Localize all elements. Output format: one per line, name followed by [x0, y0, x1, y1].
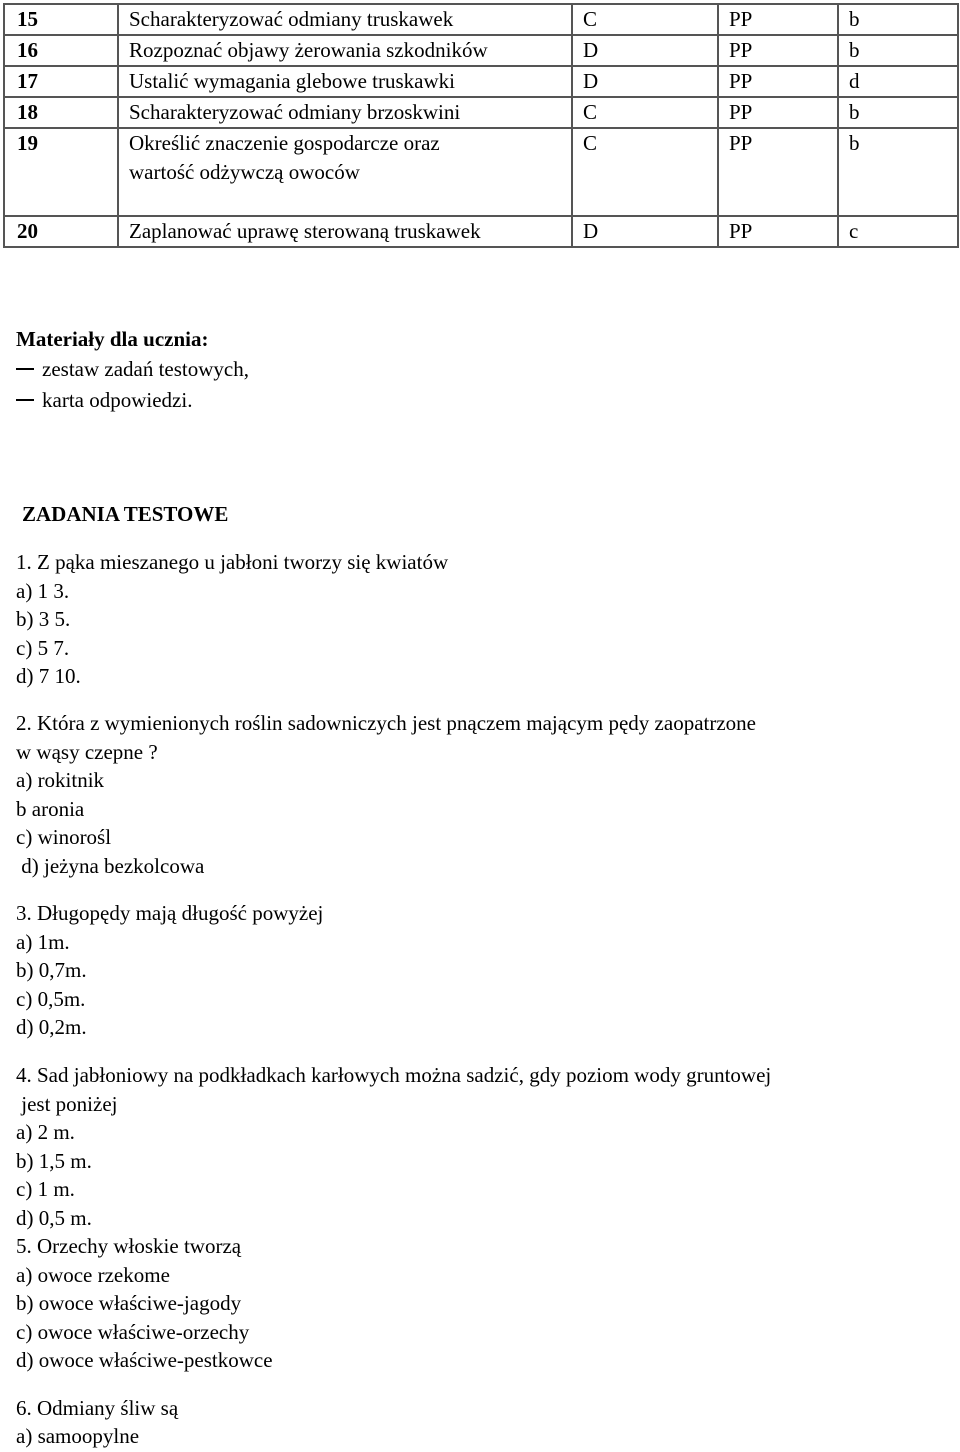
row-task-line: Określić znaczenie gospodarcze oraz [129, 131, 440, 155]
option: c) 5 7. [16, 636, 70, 660]
materials-title: Materiały dla ucznia: [16, 327, 209, 351]
table-row [4, 128, 958, 216]
row-number: 20 [4, 216, 118, 247]
table-row [4, 35, 958, 66]
question-1: 1. Z pąka mieszanego u jabłoni tworzy się kwiatów [16, 550, 449, 574]
row-category: C [572, 97, 718, 128]
option: d) jeżyna bezkolcowa [16, 854, 205, 878]
row-task [118, 128, 572, 216]
row-task-line: wartość odżywczą owoców [129, 160, 360, 184]
row-number: 16 [4, 35, 118, 66]
row-number: 18 [4, 97, 118, 128]
row-category: D [572, 35, 718, 66]
tests-title: ZADANIA TESTOWE [22, 502, 229, 526]
row-level: PP [718, 128, 838, 216]
option: b) 0,7m. [16, 958, 87, 982]
option: d) 0,2m. [16, 1015, 87, 1039]
option: b) 1,5 m. [16, 1149, 92, 1173]
materials-item [16, 386, 192, 414]
question-4-line: 4. Sad jabłoniowy na podkładkach karłowych można sadzić, gdy poziom wody gruntowej [16, 1063, 772, 1087]
row-task: Rozpoznać objawy żerowania szkodników [118, 35, 572, 66]
option: b) owoce właściwe-jagody [16, 1291, 242, 1315]
row-level: PP [718, 35, 838, 66]
option: b aronia [16, 797, 85, 821]
row-answer: b [838, 35, 958, 66]
option: c) owoce właściwe-orzechy [16, 1320, 250, 1344]
row-number: 15 [4, 4, 118, 35]
option: a) owoce rzekome [16, 1263, 170, 1287]
row-number: 17 [4, 66, 118, 97]
row-answer: b [838, 128, 958, 216]
row-category: D [572, 66, 718, 97]
option: c) 1 m. [16, 1177, 75, 1201]
dash-bullet [16, 399, 34, 401]
materials-item-text: karta odpowiedzi. [42, 388, 193, 412]
question-5: 5. Orzechy włoskie tworzą [16, 1234, 242, 1258]
option: a) 1 3. [16, 579, 70, 603]
row-level: PP [718, 97, 838, 128]
option: b) 3 5. [16, 607, 71, 631]
row-category: C [572, 128, 718, 216]
option: d) 7 10. [16, 664, 81, 688]
option: c) winorośl [16, 825, 112, 849]
materials-item [16, 355, 249, 383]
option: d) owoce właściwe-pestkowce [16, 1348, 273, 1372]
row-task: Scharakteryzować odmiany truskawek [118, 4, 572, 35]
row-answer: d [838, 66, 958, 97]
option: a) rokitnik [16, 768, 105, 792]
table-row [4, 66, 958, 97]
option: c) 0,5m. [16, 987, 86, 1011]
table-row [4, 97, 958, 128]
row-task: Scharakteryzować odmiany brzoskwini [118, 97, 572, 128]
table-row [4, 4, 958, 35]
option: a) samoopylne [16, 1424, 140, 1448]
row-answer: b [838, 4, 958, 35]
table-row [4, 216, 958, 247]
dash-bullet [16, 368, 34, 370]
question-3: 3. Długopędy mają długość powyżej [16, 901, 324, 925]
row-level: PP [718, 4, 838, 35]
materials-item-text: zestaw zadań testowych, [42, 357, 249, 381]
row-number: 19 [4, 128, 118, 216]
question-4-line: jest poniżej [16, 1092, 118, 1116]
option: a) 2 m. [16, 1120, 75, 1144]
row-category: D [572, 216, 718, 247]
row-task: Zaplanować uprawę sterowaną truskawek [118, 216, 572, 247]
option: a) 1m. [16, 930, 70, 954]
row-answer: c [838, 216, 958, 247]
row-level: PP [718, 216, 838, 247]
row-category: C [572, 4, 718, 35]
row-level: PP [718, 66, 838, 97]
curriculum-table [3, 3, 959, 248]
row-answer: b [838, 97, 958, 128]
question-2-line: w wąsy czepne ? [16, 740, 158, 764]
row-task: Ustalić wymagania glebowe truskawki [118, 66, 572, 97]
question-2-line: 2. Która z wymienionych roślin sadowniczych jest pnączem mającym pędy zaopatrzone [16, 711, 756, 735]
question-6: 6. Odmiany śliw są [16, 1396, 179, 1420]
option: d) 0,5 m. [16, 1206, 92, 1230]
